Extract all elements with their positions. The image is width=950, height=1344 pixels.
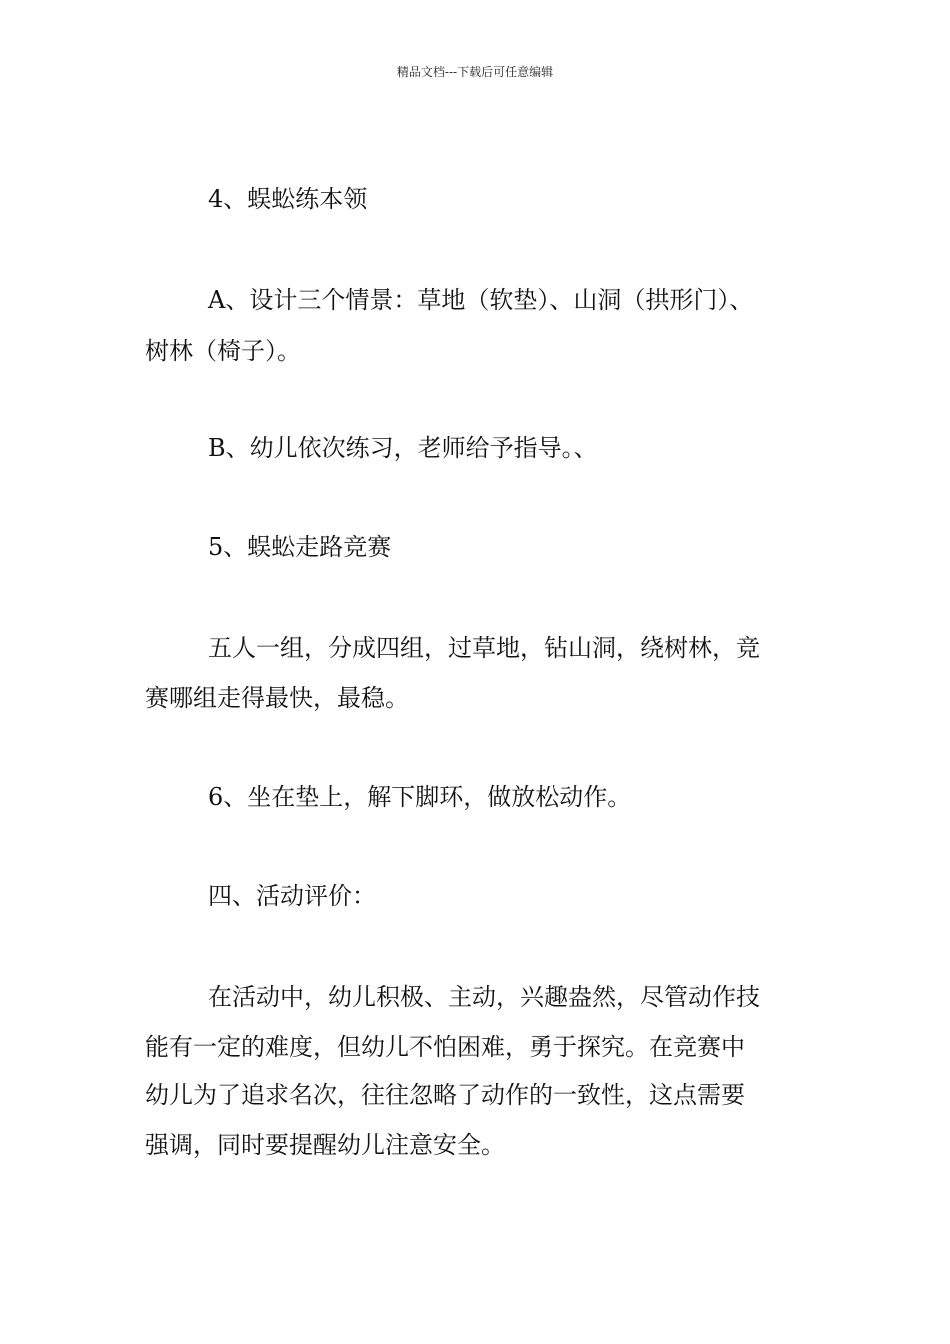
text-line: 能有一定的难度，但幼儿不怕困难，勇于探究。在竞赛中 xyxy=(145,1033,745,1061)
page-header: 精品文档---下载后可任意编辑 xyxy=(396,65,554,79)
text-line: 赛哪组走得最快，最稳。 xyxy=(145,684,409,712)
text-line: 强调，同时要提醒幼儿注意安全。 xyxy=(145,1131,505,1159)
text-line: 5、蜈蚣走路竞赛 xyxy=(208,533,392,561)
text-line: 在活动中，幼儿积极、主动，兴趣盎然，尽管动作技 xyxy=(208,983,760,1011)
text-line: B、幼儿依次练习，老师给予指导。、 xyxy=(208,434,598,462)
section-heading: 四、活动评价： xyxy=(208,882,376,910)
text-line: 6、坐在垫上，解下脚环，做放松动作。 xyxy=(208,783,632,811)
text-line: 树林（椅子）。 xyxy=(145,337,301,365)
text-line: A、设计三个情景：草地（软垫）、山洞（拱形门）、 xyxy=(208,286,754,314)
text-line: 4、蜈蚣练本领 xyxy=(208,185,368,213)
text-line: 五人一组，分成四组，过草地，钻山洞，绕树林，竞 xyxy=(208,634,760,662)
text-line: 幼儿为了追求名次，往往忽略了动作的一致性，这点需要 xyxy=(145,1081,745,1109)
